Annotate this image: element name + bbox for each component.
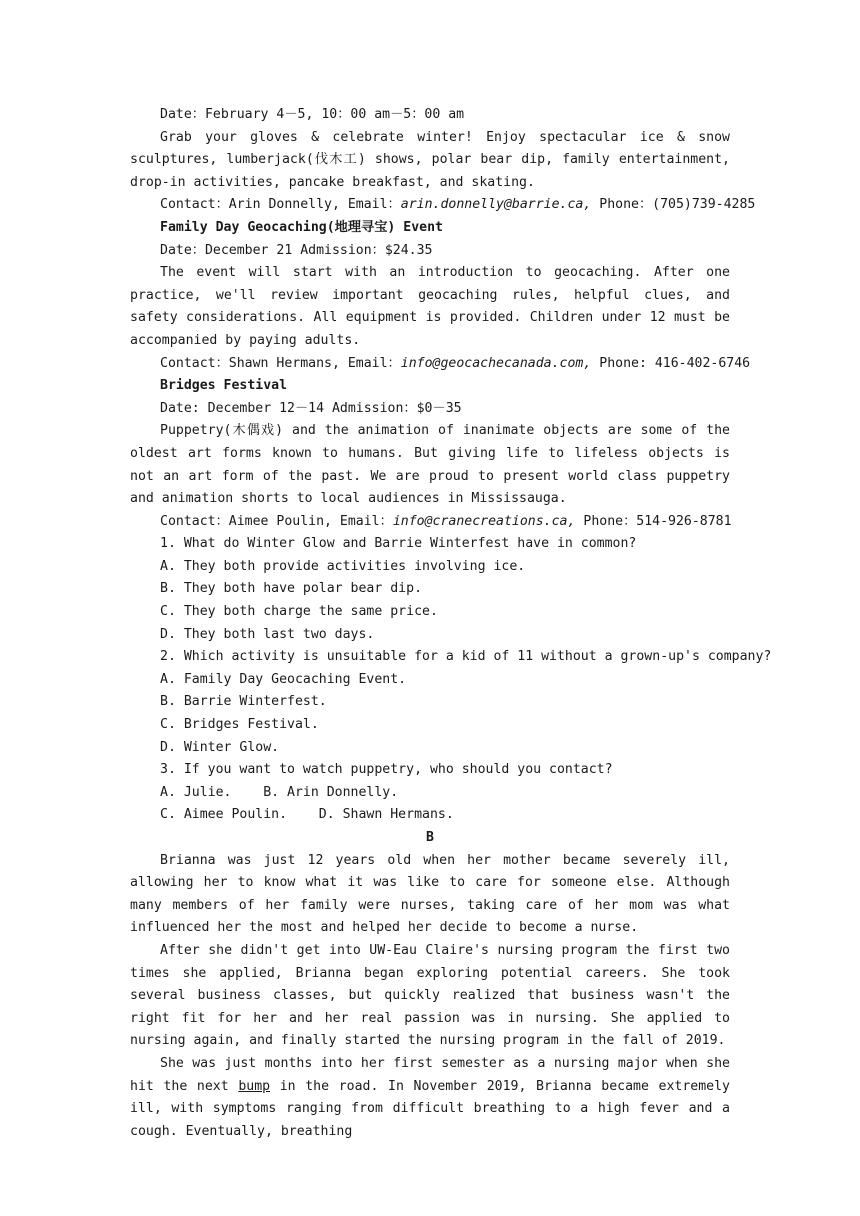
email-link[interactable]: info@geocachecanada.com, [400,355,592,371]
contact-prefix: Contact：Shawn Hermans, Email： [160,355,401,371]
section-b-paragraph-2: After she didn't get into UW-Eau Claire's nursing program the first two times she applied, Brianna began exploring potential careers. She took several business classes, but quickly realized that business wasn't the right fit for her and her real passion was in nursing. She applied to nursing again, and finally started the nursing program in the fall of 2019. [130,942,730,1049]
question-option: C. Aimee Poulin. D. Shawn Hermans. [160,807,454,823]
paragraph-text: in the road. In November 2019, Brianna became extremely ill, with symptoms ranging from difficult breathing to a high fever and a cough. Eventually, breathing [130,1078,730,1139]
paragraph-text: She was just months into her first semester as a nursing major when she hit the next [130,1055,730,1094]
contact-phone: Phone：(705)739-4285 [591,197,756,213]
question-option: C. Bridges Festival. [160,717,319,733]
question-option: D. Winter Glow. [160,739,280,755]
document-content [130,104,772,1143]
question-option: A. Julie. B. Arin Donnelly. [160,784,399,800]
bridges-contact [130,511,730,534]
winterfest-description: Grab your gloves & celebrate winter! Enjoy spectacular ice & snow sculptures, lumberjack(伐木工) shows, polar bear dip, family entertainment, drop-in activities, pancake breakfast, and skating. [130,129,730,190]
winterfest-contact [130,194,756,217]
question-option: A. Family Day Geocaching Event. [160,671,407,687]
geocaching-description: The event will start with an introduction to geocaching. After one practice, we'll review important geocaching rules, helpful clues, and safety considerations. All equipment is provided. Children under 12 must be accompanied by paying adults. [130,265,730,348]
bridges-title: Bridges Festival [160,378,288,394]
underlined-word-bump: bump [238,1078,271,1094]
winterfest-date: Date：February 4－5, 10：00 am－5：00 am [160,107,465,122]
question-option: D. They both last two days. [160,626,375,642]
question-option: B. Barrie Winterfest. [160,694,327,710]
contact-prefix: Contact：Arin Donnelly, Email： [160,197,401,213]
question-stem: 1. What do Winter Glow and Barrie Winterfest have in common? [160,536,637,552]
bridges-date: Date: December 12－14 Admission：$0－35 [160,400,462,416]
section-b-heading: B [426,830,434,845]
contact-phone: Phone: 416-402-6746 [591,355,751,371]
geocaching-date: Date：December 21 Admission：$24.35 [160,242,433,258]
bridges-description: Puppetry(木偶戏) and the animation of inanimate objects are some of the oldest art forms known to humans. But giving life to lifeless objects is not an art form of the past. We are proud to present world class puppetry and animation shorts to local audiences in Mississauga. [130,423,730,507]
contact-prefix: Contact：Aimee Poulin, Email： [160,513,393,529]
section-b-paragraph-3 [130,1053,730,1143]
question-stem: 2. Which activity is unsuitable for a kid of 11 without a grown-up's company? [160,649,772,665]
geocaching-title: Family Day Geocaching(地理寻宝) Event [160,219,443,235]
question-option: C. They both charge the same price. [160,604,438,620]
question-option: B. They both have polar bear dip. [160,581,423,597]
contact-phone: Phone：514-926-8781 [575,513,732,529]
question-stem: 3. If you want to watch puppetry, who should you contact? [160,762,613,778]
email-link[interactable]: info@cranecreations.ca, [392,513,576,529]
section-b-paragraph-1: Brianna was just 12 years old when her mother became severely ill, allowing her to know what it was like to care for someone else. Although many members of her family were nurses, taking care of her mom was what influenced her the most and helped her decide to become a nurse. [130,852,730,936]
email-link[interactable]: arin.donnelly@barrie.ca, [400,197,592,213]
geocaching-contact [130,353,751,376]
question-option: A. They both provide activities involving ice. [160,558,526,574]
